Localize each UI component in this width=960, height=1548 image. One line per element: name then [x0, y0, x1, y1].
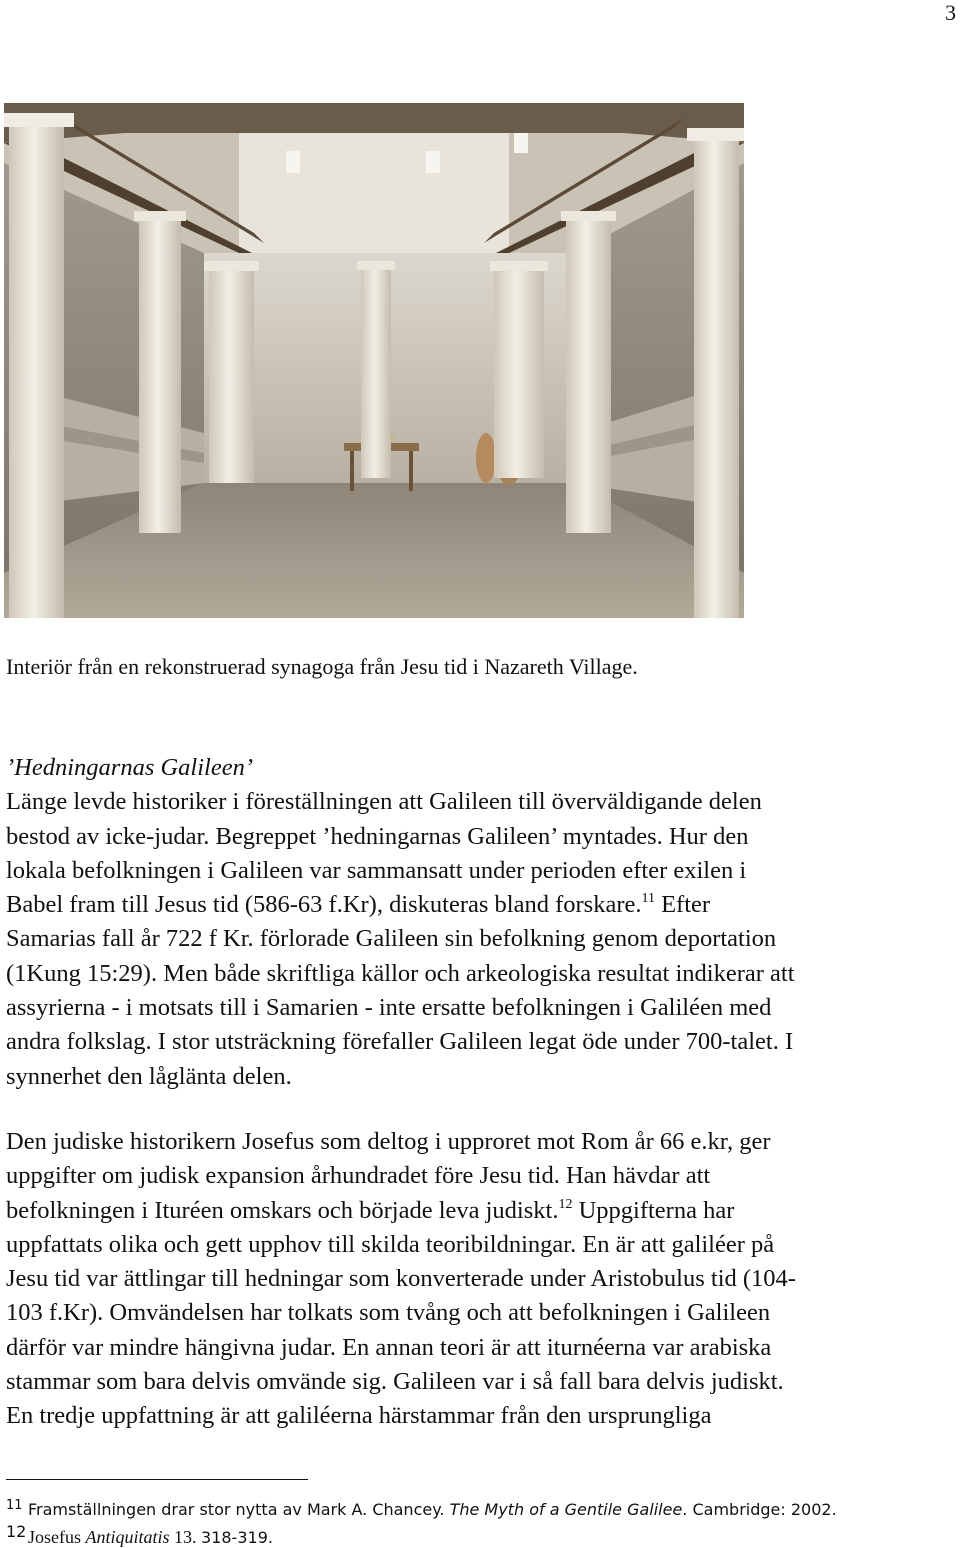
photo-illustration	[4, 103, 744, 618]
paragraph-line: stammar som bara delvis omvände sig. Galileen var i så fall bara delvis judiskt.	[6, 1368, 784, 1396]
footnote-number: 12	[6, 1522, 27, 1541]
synagogue-interior-photo	[4, 103, 744, 618]
footnote-title: The Myth of a Gentile Galilee	[449, 1500, 683, 1519]
paragraph-line: Jesu tid var ättlingar till hedningar som konverterade under Aristobulus tid (104-	[6, 1265, 796, 1293]
footnote-ref-12[interactable]: 12	[558, 1196, 573, 1212]
footnote-text: Framställningen drar stor nytta av Mark A. Chancey.	[28, 1500, 450, 1519]
paragraph-line: uppfattats olika och gett upphov till skilda teoribildningar. En är att galiléer på	[6, 1230, 775, 1258]
section-title: ’Hedningarnas Galileen’	[6, 754, 253, 781]
paragraph-josefus	[6, 1125, 956, 1434]
paragraph-line: Den judiske historikern Josefus som deltog i upproret mot Rom år 66 e.kr, ger	[6, 1128, 771, 1155]
page-number: 3	[945, 0, 956, 25]
footnote-text: Josefus	[28, 1527, 86, 1547]
paragraph-line: En tredje uppfattning är att galiléerna härstammar från den ursprungliga	[6, 1402, 712, 1430]
paragraph-line: 103 f.Kr). Omvändelsen har tolkats som tvång och att befolkningen i Galileen	[6, 1299, 771, 1327]
footnote-title: Antiquitatis	[85, 1527, 170, 1547]
paragraph-line	[6, 1194, 956, 1228]
paragraph-line: andra folkslag. I stor utsträckning förefaller Galileen legat öde under 700-talet. I	[6, 1028, 794, 1056]
paragraph-line	[6, 888, 956, 922]
paragraph-line: Länge levde historiker i föreställningen att Galileen till överväldigande delen	[6, 788, 762, 816]
paragraph-text: befolkningen i Ituréen omskars och började leva judiskt.	[6, 1196, 559, 1224]
paragraph-text: Uppgifterna har	[572, 1196, 735, 1224]
paragraph-text: Efter	[654, 891, 711, 919]
photo-caption: Interiör från en rekonstruerad synagoga från Jesu tid i Nazareth Village.	[6, 654, 638, 679]
paragraph-line: synnerhet den låglänta delen.	[6, 1062, 292, 1090]
footnote-divider	[6, 1479, 308, 1480]
paragraph-line: därför var mindre hängivna judar. En annan teori är att iturnéerna var arabiska	[6, 1333, 772, 1361]
paragraph-line: Samarias fall år 722 f Kr. förlorade Galileen sin befolkning genom deportation	[6, 925, 777, 953]
footnote-text: 13.	[169, 1527, 202, 1547]
section-hedningarnas-galileen	[6, 751, 956, 1094]
paragraph-line: bestod av icke-judar. Begreppet ’hedningarnas Galileen’ myntades. Hur den	[6, 822, 749, 850]
footnote-ref-11[interactable]: 11	[641, 891, 655, 907]
paragraph-line: (1Kung 15:29). Men både skriftliga källor och arkeologiska resultat indikerar att	[6, 959, 795, 987]
footnote-pages: 318-319.	[201, 1528, 273, 1547]
paragraph-line: uppgifter om judisk expansion århundradet före Jesu tid. Han hävdar att	[6, 1162, 711, 1190]
paragraph-line: lokala befolkningen i Galileen var sammansatt under perioden efter exilen i	[6, 856, 747, 884]
footnote-number: 11	[6, 1498, 23, 1513]
footnote-11	[6, 1498, 837, 1519]
paragraph-text: Babel fram till Jesus tid (586-63 f.Kr), diskuteras bland forskare.	[6, 891, 642, 919]
paragraph-line: assyrierna - i motsats till i Samarien - inte ersatte befolkningen i Galiléen med	[6, 994, 772, 1022]
footnote-text: . Cambridge: 2002.	[682, 1500, 837, 1519]
footnote-12	[6, 1522, 273, 1548]
